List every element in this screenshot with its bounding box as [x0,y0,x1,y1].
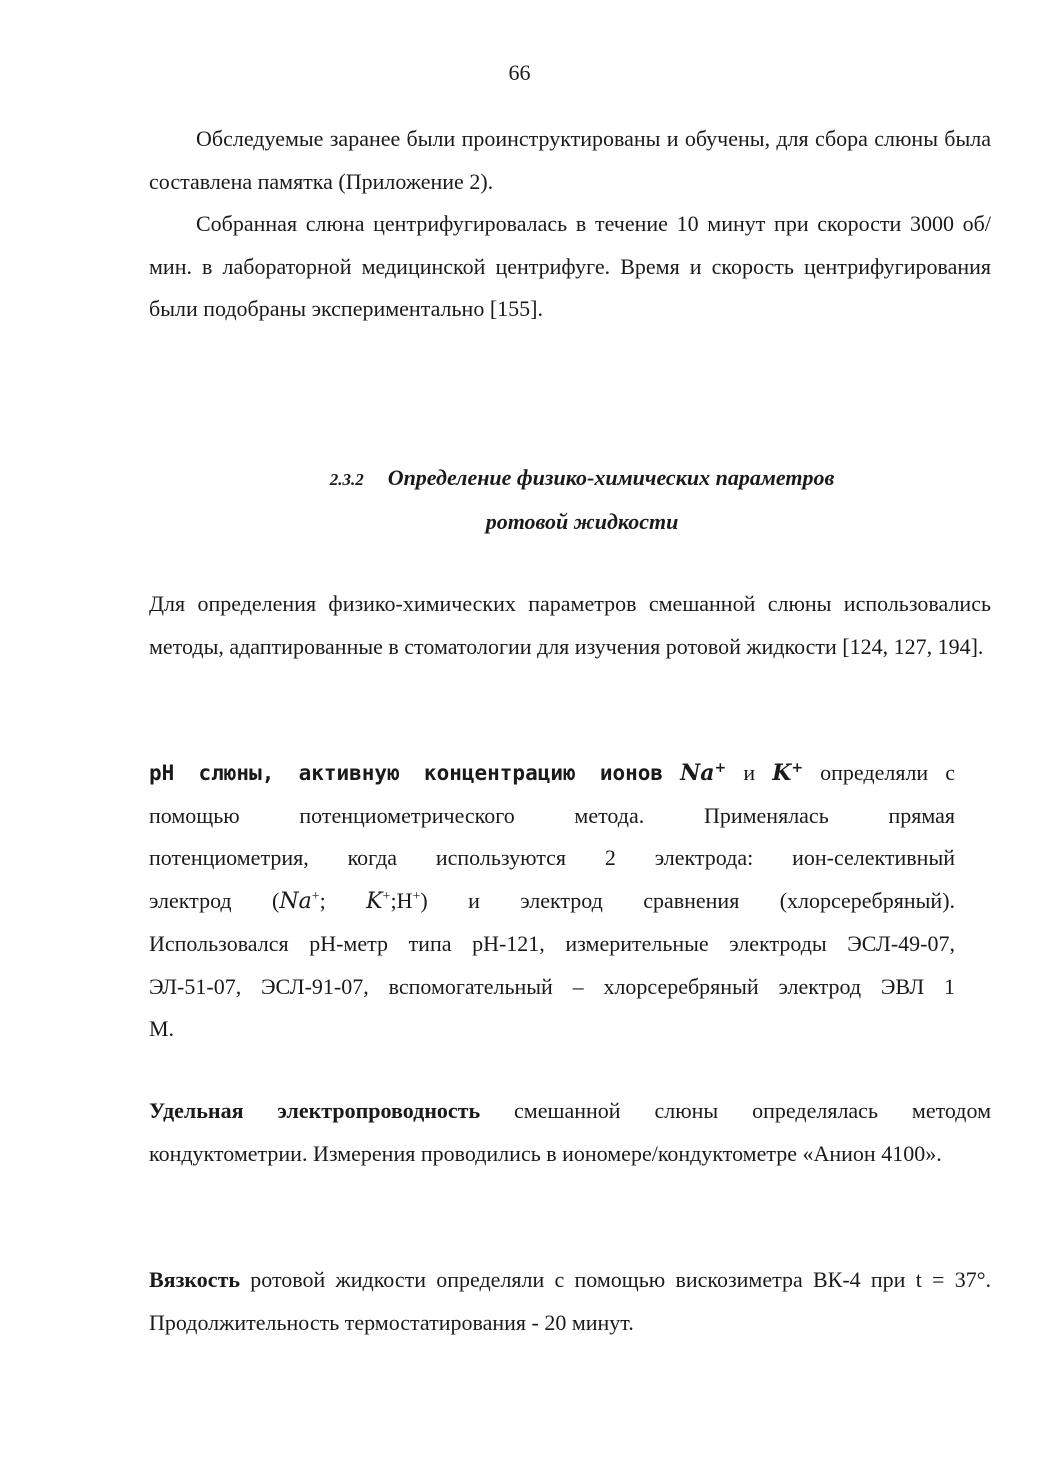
na-ion-symbol: Na+ [680,760,727,786]
ph-line3: потенциометрия, когда используются 2 электрода: ион-селективный [149,845,955,870]
viscosity-bold-lead: Вязкость [149,1267,241,1292]
ph-line4 [149,880,955,924]
ph-line5: Использовался pH-метр типа pH-121, измерительные электроды ЭСЛ-49-07, [149,931,955,956]
ph-line2: помощью потенциометрического метода. Применялась прямая [149,802,955,828]
electrode-word: электрод [149,887,232,913]
paragraph-methods: Для определения физико-химических параметров смешанной слюны использовались методы, адаптированные в стоматологии для изучения ротовой жидкости [124, 127, 194]. [149,591,991,659]
section-heading-line1 [149,457,991,501]
section-title-part1: Определение физико-химических параметров [387,465,835,490]
viscosity-text: ротовой жидкости определяли с помощью вискозиметра ВК-4 при t = 37°. Продолжительность термостатирования - 20 минут. [149,1267,992,1335]
page-number: 66 [508,60,531,85]
and-word: и [743,760,756,785]
paragraph-instructions: Обследуемые заранее были проинструктированы и обучены, для сбора слюны была составлена памятка (Приложение 2). [149,126,991,194]
paragraph-centrifugation: Собранная слюна центрифугировалась в течение 10 минут при скорости 3000 об/мин. в лабораторной медицинской центрифуге. Время и скорость центрифугирования были подобраны экспериментально [155]. [149,211,991,321]
ph-line1-rest: определяли с [820,760,956,785]
section-number: 2.3.2 [329,470,364,489]
conductivity-bold-lead: Удельная электропроводность [149,1098,481,1123]
ph-line4-rest: и электрод сравнения (хлорсеребряный). [468,887,956,913]
ph-line7: М. [149,1016,175,1041]
ph-line1 [149,752,955,795]
paragraph-ph [149,752,955,1051]
k-ion-symbol: K+ [772,760,804,786]
conductivity-text: смешанной слюны определялась методом кондуктометрии. Измерения проводились в иономере/кондуктометре «Анион 4100». [149,1098,991,1166]
ph-bold-lead: pH слюны, активную концентрацию ионов [149,761,664,785]
paragraph-conductivity [149,1090,991,1175]
ph-line6: ЭЛ-51-07, ЭСЛ-91-07, вспомогательный – хлорсеребряный электрод ЭВЛ 1 [149,973,955,999]
ion-list: (Na+; K+;H+) [272,887,428,914]
paragraph-viscosity [149,1259,991,1344]
section-title-part2: ротовой жидкости [485,509,679,534]
section-heading [149,457,991,543]
